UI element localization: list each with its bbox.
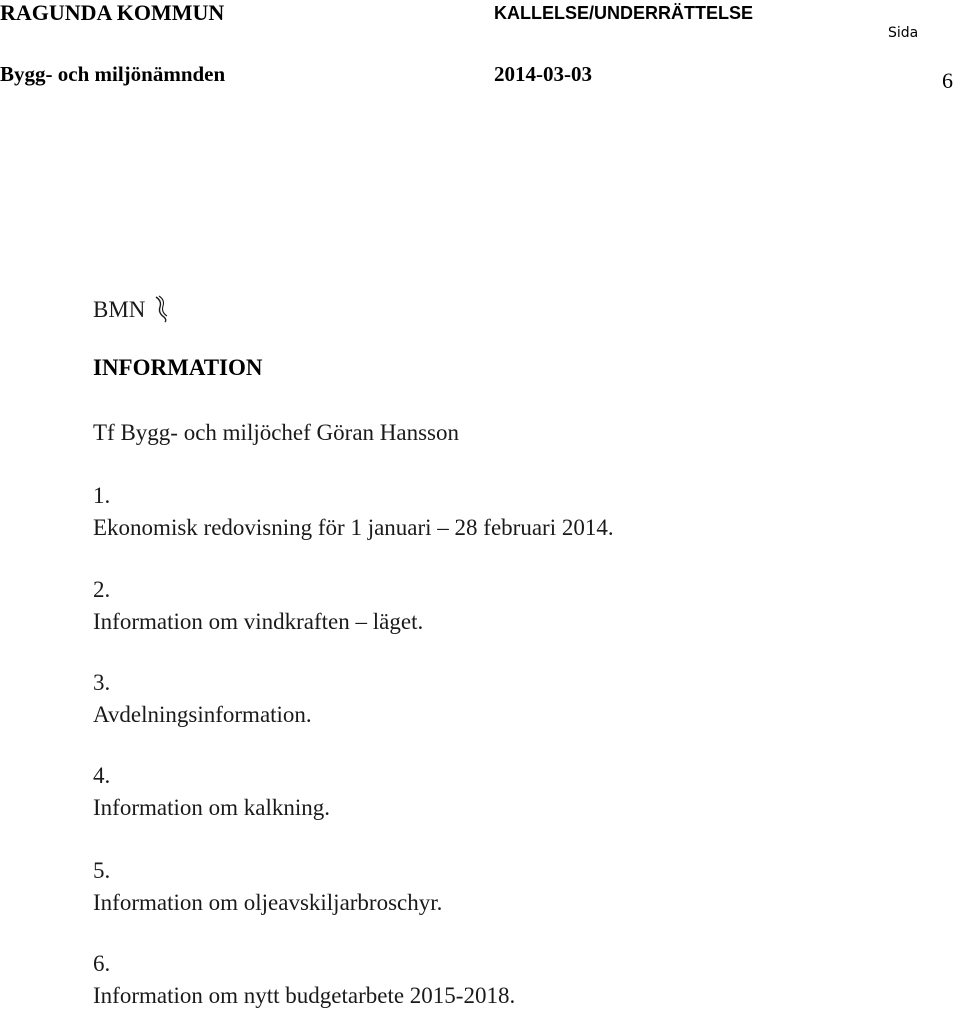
document-type: KALLELSE/UNDERRÄTTELSE <box>494 3 754 23</box>
item-number: 1. <box>93 483 111 508</box>
item-number: 4. <box>93 763 111 788</box>
item-number: 3. <box>93 670 111 695</box>
item-text: Avdelningsinformation. <box>93 702 312 727</box>
reference-code: BMN <box>93 297 146 322</box>
item-text: Information om oljeavskiljarbroschyr. <box>93 890 443 915</box>
organization-name: RAGUNDA KOMMUN <box>0 0 225 25</box>
list-item <box>93 484 614 539</box>
list-item <box>93 952 515 1007</box>
item-number: 2. <box>93 577 111 602</box>
item-text: Information om nytt budgetarbete 2015-2018. <box>93 983 516 1008</box>
list-item <box>93 859 442 914</box>
item-text: Information om vindkraften – läget. <box>93 609 424 634</box>
item-number: 6. <box>93 951 111 976</box>
committee-name: Bygg- och miljönämnden <box>0 62 226 86</box>
page-number: 6 <box>942 68 953 93</box>
list-item <box>93 671 312 726</box>
list-item <box>93 764 330 819</box>
presenter-line: Tf Bygg- och miljöchef Göran Hansson <box>93 420 460 445</box>
item-number: 5. <box>93 858 111 883</box>
reference-line <box>93 295 169 327</box>
page-title: INFORMATION <box>93 355 263 380</box>
item-text: Information om kalkning. <box>93 795 330 820</box>
item-text: Ekonomisk redovisning för 1 januari – 28 februari 2014. <box>93 515 614 540</box>
list-item <box>93 578 423 633</box>
section-sign-icon <box>153 295 169 327</box>
meeting-date: 2014-03-03 <box>494 62 592 86</box>
page-label: Sida <box>888 25 919 41</box>
